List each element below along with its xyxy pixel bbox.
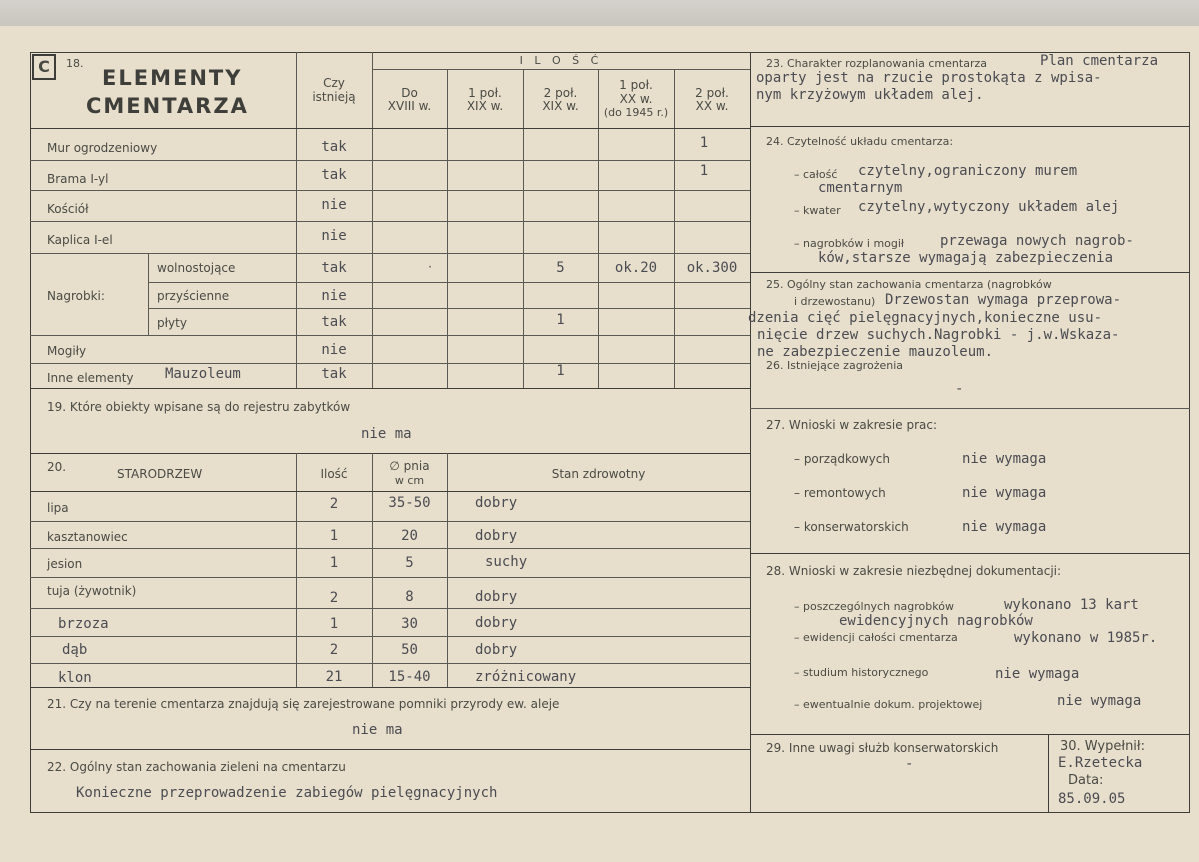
tree-diameter: 35-50 — [388, 495, 431, 511]
section-19-value: nie ma — [361, 426, 412, 442]
tree-state: dobry — [475, 615, 518, 631]
section-24-kwater-label: – kwater — [794, 204, 841, 217]
section-28-label: 28. Wnioski w zakresie niezbędnej dokumentacji: — [766, 564, 1062, 578]
section-29-label: 29. Inne uwagi służb konserwatorskich — [766, 741, 999, 755]
section-23-label: 23. Charakter rozplanowania cmentarza — [766, 57, 987, 70]
tree-diameter: 50 — [401, 642, 418, 658]
col-1pol-xix-l2: XIX w. — [466, 99, 504, 113]
scan-top-edge — [0, 0, 1199, 26]
record-card — [0, 26, 1199, 862]
row-przysc-label: przyścienne — [157, 289, 230, 303]
section-24-calosc-label: – całość — [794, 168, 838, 181]
row-kosciol-czy: nie — [321, 197, 347, 213]
tree-count: 1 — [329, 528, 339, 544]
tree-count: 1 — [329, 616, 339, 632]
tree-diameter: 30 — [401, 616, 418, 632]
tree-state: dobry — [475, 495, 518, 511]
col-tree-pnia-l2: w cm — [394, 474, 425, 487]
col-1pol-xx-l3: (do 1945 r.) — [603, 106, 669, 119]
section-23-value-1: Plan cmentarza — [1040, 53, 1159, 69]
section-24-calosc-value-2: cmentarnym — [818, 180, 903, 196]
section-19-label: 19. Które obiekty wpisane są do rejestru zabytków — [47, 400, 351, 414]
section-22-label: 22. Ogólny stan zachowania zieleni na cmentarzu — [47, 760, 346, 774]
col-1pol-xx-l1: 1 poł. — [619, 78, 653, 92]
row-mur-label: Mur ogrodzeniowy — [47, 141, 158, 155]
section-27-item-label: – porządkowych — [794, 452, 890, 466]
row-wolno-label: wolnostojące — [157, 261, 236, 275]
section-25-value-4: ne zabezpieczenie mauzoleum. — [757, 344, 994, 360]
col-1pol-xx-l2: XX w. — [619, 92, 653, 106]
section-18-title-line1: ELEMENTY — [102, 66, 243, 90]
col-czy-line1: Czy — [323, 76, 345, 90]
section-30-date: 85.09.05 — [1058, 791, 1126, 807]
tree-state: suchy — [485, 554, 528, 570]
section-30-date-label: Data: — [1068, 773, 1104, 788]
row-wolno-c3: 5 — [556, 260, 565, 276]
section-21-label: 21. Czy na terenie cmentarza znajdują się zarejestrowane pomniki przyrody ew. aleje — [47, 697, 560, 711]
section-27-item-value: nie wymaga — [962, 519, 1047, 535]
tree-name: klon — [58, 670, 92, 686]
section-28-item-value: nie wymaga — [995, 666, 1080, 682]
section-26-value: - — [955, 381, 964, 397]
section-27-item-value: nie wymaga — [962, 451, 1047, 467]
row-inne-label: Inne elementy — [47, 371, 134, 385]
section-25-value-2: dzenia cięć pielęgnacyjnych,konieczne usu- — [748, 310, 1103, 326]
row-wolno-czy: tak — [321, 260, 347, 276]
tree-name: kasztanowiec — [47, 530, 128, 544]
tree-name: jesion — [47, 557, 83, 571]
section-27-label: 27. Wnioski w zakresie prac: — [766, 418, 938, 432]
row-brama-label: Brama I-yl — [47, 172, 109, 186]
row-mur-czy: tak — [321, 139, 347, 155]
section-28-item-value: wykonano 13 kart — [1004, 597, 1139, 613]
col-tree-ilosc: Ilość — [320, 467, 348, 481]
tree-state: dobry — [475, 589, 518, 605]
section-27-item-label: – konserwatorskich — [794, 520, 909, 534]
section-23-value-2: oparty jest na rzucie prostokąta z wpisa- — [756, 70, 1102, 86]
row-mogily-czy: nie — [321, 342, 347, 358]
section-30-label: 30. Wypełnił: — [1060, 739, 1145, 754]
tree-state: zróżnicowany — [475, 669, 577, 685]
row-inne-czy: tak — [321, 366, 347, 382]
section-24-calosc-value-1: czytelny,ograniczony murem — [858, 163, 1078, 179]
col-2pol-xix-l2: XIX w. — [542, 99, 579, 113]
tree-count: 21 — [325, 669, 343, 685]
section-24-nagrobkow-value-2: ków,starsze wymagają zabezpieczenia — [818, 250, 1114, 266]
section-23-value-3: nym krzyżowym układem alej. — [756, 87, 984, 103]
section-27-item-value: nie wymaga — [962, 485, 1047, 501]
row-kaplica-czy: nie — [321, 228, 347, 244]
tree-diameter: 20 — [401, 528, 418, 544]
row-inne-c3: 1 — [556, 363, 565, 379]
section-27-item-label: – remontowych — [794, 486, 886, 500]
tree-diameter: 5 — [405, 555, 414, 571]
section-20-number: 20. — [47, 460, 67, 474]
col-tree-pnia-l1: ∅ pnia — [389, 459, 430, 473]
row-nagrobki-label: Nagrobki: — [47, 289, 105, 303]
tree-name: dąb — [62, 642, 88, 658]
col-tree-stan: Stan zdrowotny — [551, 467, 646, 481]
section-25-value-3: nięcie drzew suchych.Nagrobki - j.w.Wskaza- — [757, 327, 1120, 343]
section-28-item-label: – ewentualnie dokum. projektowej — [794, 698, 983, 711]
tree-name: lipa — [47, 501, 69, 515]
tree-count: 2 — [329, 590, 339, 606]
row-brama-c5: 1 — [699, 163, 709, 179]
col-czy-line2: istnieją — [312, 90, 356, 104]
row-plyty-c3: 1 — [556, 312, 565, 328]
section-28-item-label: – poszczególnych nagrobków — [794, 600, 954, 613]
tree-name: brzoza — [58, 616, 109, 632]
row-mogily-label: Mogiły — [47, 344, 87, 358]
tree-state: dobry — [475, 528, 518, 544]
col-2pol-xix-l1: 2 poł. — [543, 86, 578, 100]
section-28-item-value-2: ewidencyjnych nagrobków — [839, 613, 1033, 629]
row-inne-extra: Mauzoleum — [165, 366, 241, 382]
col-2pol-xx-l1: 2 poł. — [695, 86, 729, 100]
ilosc-header: I L O Ś Ć — [519, 54, 603, 67]
col-2pol-xx-l2: XX w. — [695, 99, 729, 113]
tree-diameter: 15-40 — [388, 669, 431, 685]
section-29-value: - — [905, 756, 914, 772]
col-do-xviii-l1: Do — [401, 86, 418, 100]
tree-count: 2 — [329, 496, 339, 512]
row-plyty-label: płyty — [157, 316, 187, 330]
section-18-number: 18. — [66, 57, 84, 70]
section-25-label-1: 25. Ogólny stan zachowania cmentarza (nagrobków — [766, 278, 1052, 291]
row-wolno-c4: ok.20 — [614, 260, 658, 276]
section-26-label: 26. Istniejące zagrożenia — [766, 359, 904, 372]
row-wolno-c1: · — [428, 260, 432, 274]
section-letter-box: C — [32, 54, 56, 80]
tree-name: tuja (żywotnik) — [47, 584, 137, 598]
row-wolno-c5: ok.300 — [686, 260, 738, 276]
col-1pol-xix-l1: 1 poł. — [468, 86, 502, 100]
section-18-title-line2: CMENTARZA — [86, 94, 249, 118]
row-mur-c5: 1 — [699, 135, 709, 151]
section-24-label: 24. Czytelność układu cmentarza: — [766, 135, 954, 148]
tree-count: 1 — [329, 555, 339, 571]
row-plyty-czy: tak — [321, 314, 347, 330]
section-24-kwater-value: czytelny,wytyczony układem alej — [858, 199, 1120, 215]
section-24-nagrobkow-label: – nagrobków i mogił — [794, 237, 905, 250]
section-28-item-label: – ewidencji całości cmentarza — [794, 631, 958, 644]
tree-state: dobry — [475, 642, 518, 658]
row-przysc-czy: nie — [321, 288, 347, 304]
col-do-xviii-l2: XVIII w. — [387, 99, 432, 113]
section-28-item-label: – studium historycznego — [794, 666, 929, 679]
section-22-value: Konieczne przeprowadzenie zabiegów pielęgnacyjnych — [76, 785, 498, 801]
section-25-value-1: Drzewostan wymaga przeprowa- — [885, 292, 1122, 308]
section-25-label-2: i drzewostanu) — [794, 295, 876, 308]
section-24-nagrobkow-value-1: przewaga nowych nagrob- — [940, 233, 1134, 249]
section-28-item-value: nie wymaga — [1057, 693, 1142, 709]
section-21-value: nie ma — [352, 722, 403, 738]
section-20-title: STARODRZEW — [117, 467, 203, 481]
section-30-name: E.Rzetecka — [1058, 755, 1143, 771]
row-brama-czy: tak — [321, 167, 347, 183]
row-kosciol-label: Kościół — [47, 202, 89, 216]
section-28-item-value: wykonano w 1985r. — [1014, 630, 1158, 646]
tree-count: 2 — [329, 642, 339, 658]
tree-diameter: 8 — [405, 589, 414, 605]
row-kaplica-label: Kaplica I-el — [47, 233, 113, 247]
